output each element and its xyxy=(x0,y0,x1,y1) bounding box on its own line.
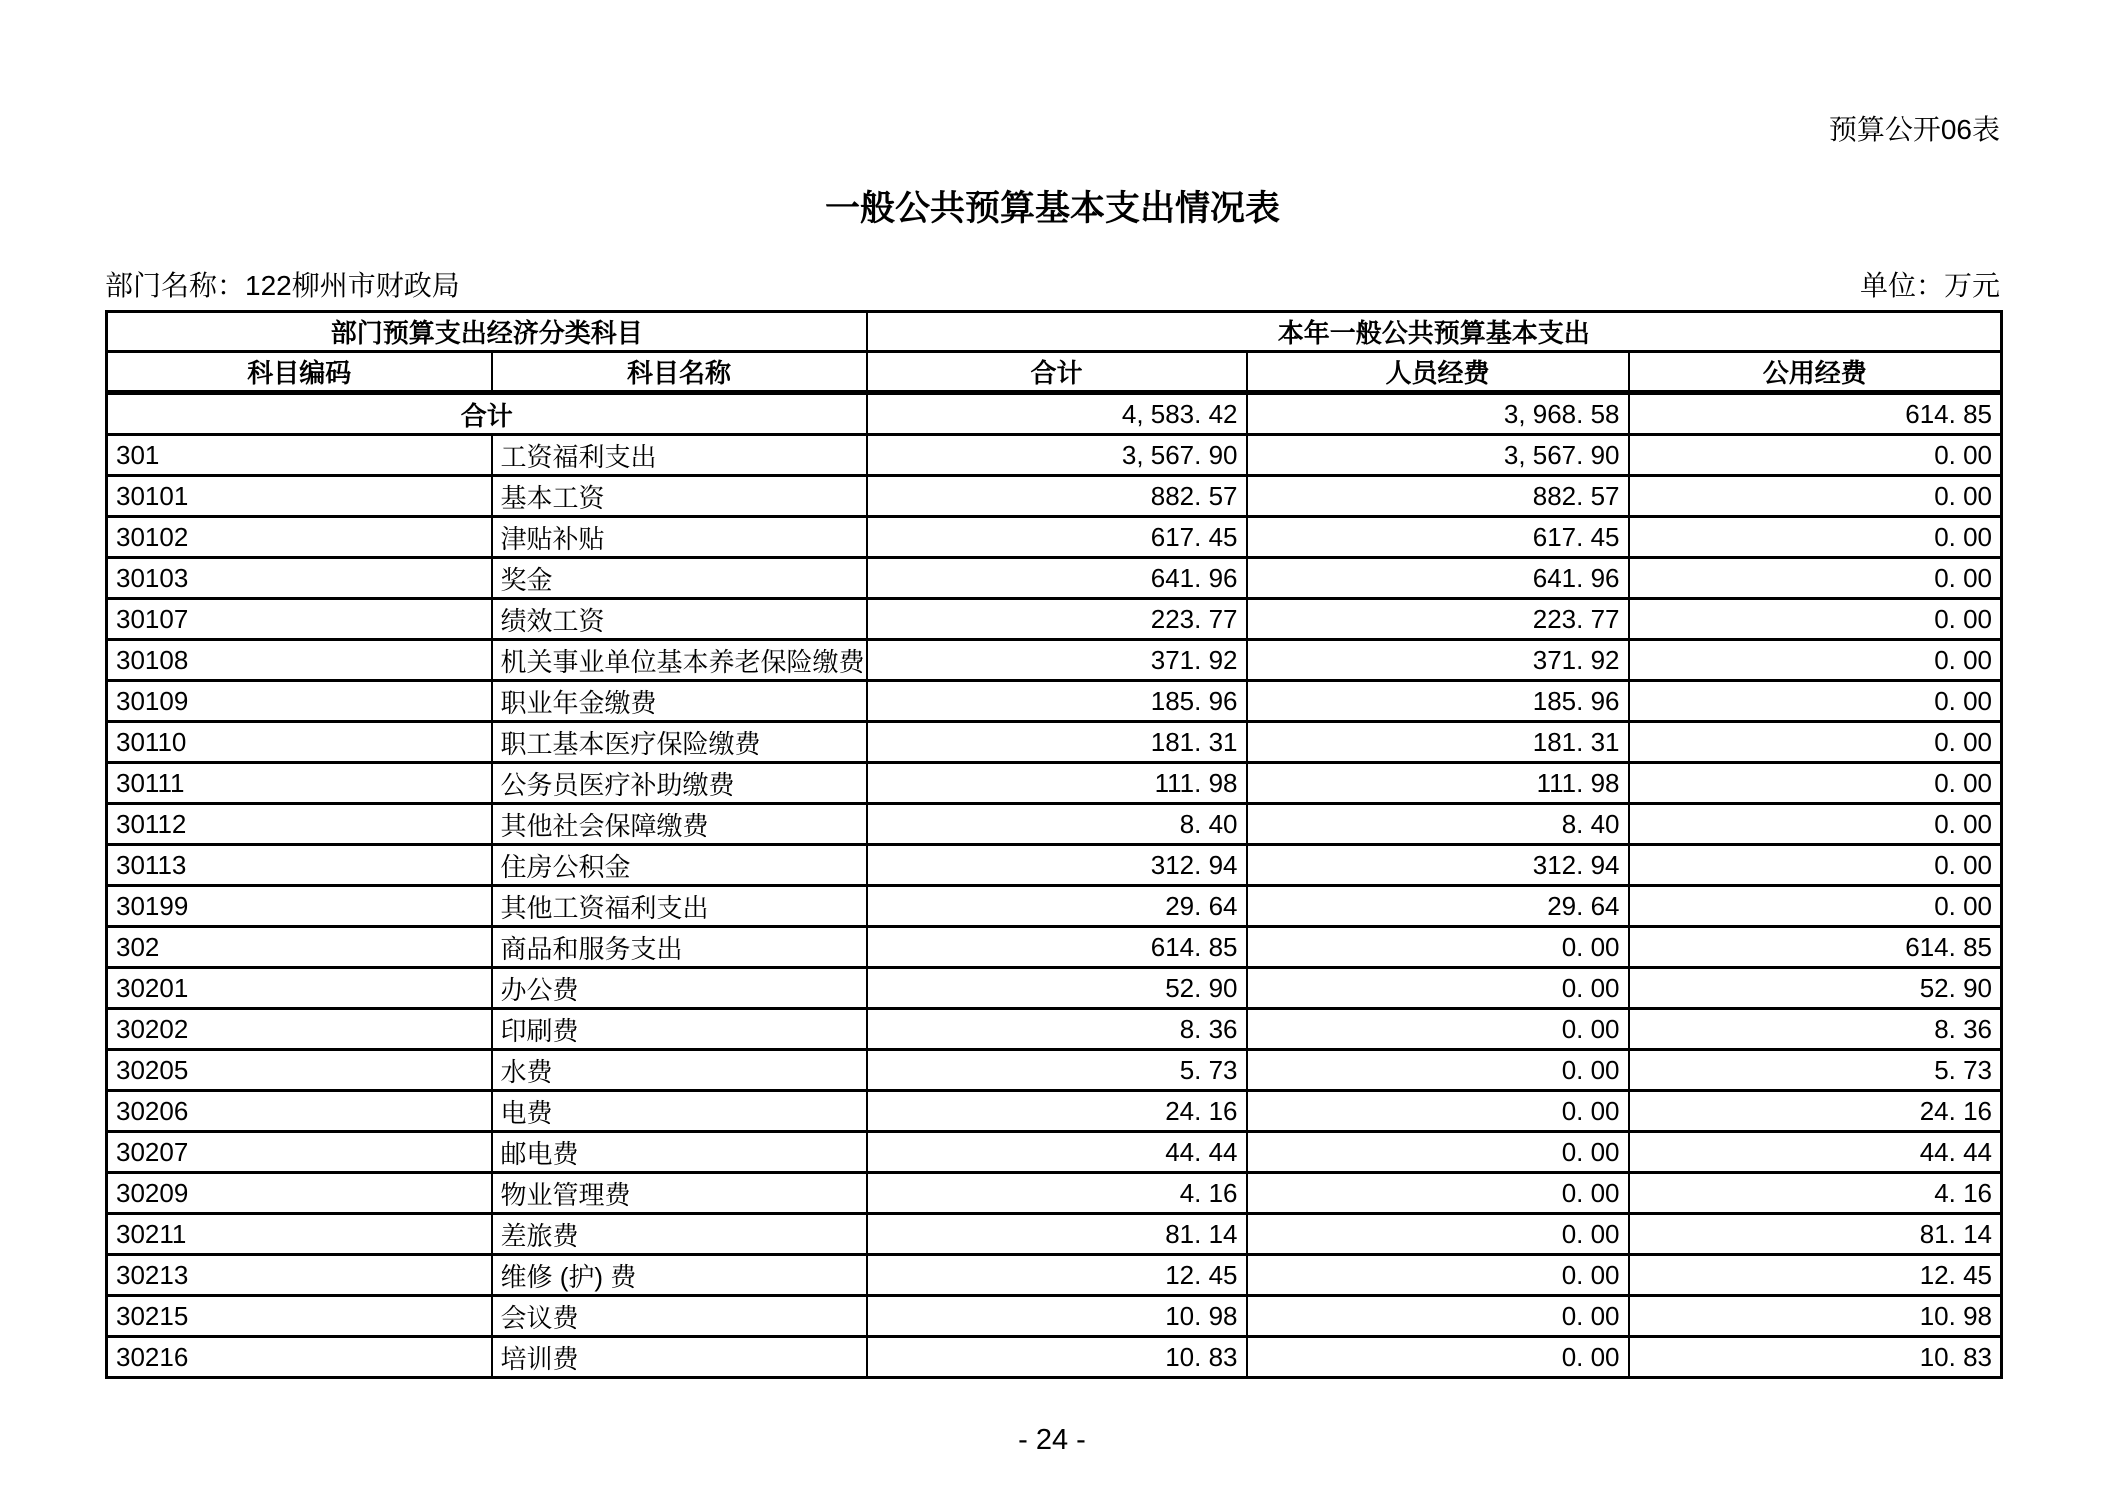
public-value-cell: 0. 00 xyxy=(1629,435,2002,476)
personnel-value-cell: 641. 96 xyxy=(1247,558,1629,599)
personnel-value-cell: 0. 00 xyxy=(1247,1337,1629,1378)
total-value-cell: 223. 77 xyxy=(867,599,1247,640)
table-row xyxy=(107,1214,2002,1255)
total-value-cell: 3, 567. 90 xyxy=(867,435,1247,476)
subject-code-cell: 30111 xyxy=(107,763,492,804)
table-row xyxy=(107,845,2002,886)
public-value-cell: 44. 44 xyxy=(1629,1132,2002,1173)
personnel-value-cell: 111. 98 xyxy=(1247,763,1629,804)
page-number: - 24 - xyxy=(1018,1424,1086,1456)
personnel-value-cell: 882. 57 xyxy=(1247,476,1629,517)
subject-code-cell: 30110 xyxy=(107,722,492,763)
subject-code-cell: 30216 xyxy=(107,1337,492,1378)
personnel-value-cell: 0. 00 xyxy=(1247,1132,1629,1173)
public-value-cell: 10. 83 xyxy=(1629,1337,2002,1378)
subject-code-cell: 30108 xyxy=(107,640,492,681)
public-value-cell: 5. 73 xyxy=(1629,1050,2002,1091)
header-economic-classification: 部门预算支出经济分类科目 xyxy=(107,312,867,352)
subject-code-cell: 30113 xyxy=(107,845,492,886)
public-value-cell: 12. 45 xyxy=(1629,1255,2002,1296)
table-row xyxy=(107,722,2002,763)
personnel-value-cell: 181. 31 xyxy=(1247,722,1629,763)
public-value-cell: 0. 00 xyxy=(1629,599,2002,640)
subject-name-cell: 绩效工资 xyxy=(492,599,867,640)
public-value-cell: 0. 00 xyxy=(1629,804,2002,845)
personnel-value-cell: 8. 40 xyxy=(1247,804,1629,845)
column-header-total: 合计 xyxy=(867,352,1247,393)
table-row xyxy=(107,804,2002,845)
subject-name-cell: 维修 (护) 费 xyxy=(492,1255,867,1296)
subject-code-cell: 30213 xyxy=(107,1255,492,1296)
table-row xyxy=(107,1255,2002,1296)
table-header-group-row xyxy=(107,312,2002,352)
table-row xyxy=(107,599,2002,640)
total-value-cell: 52. 90 xyxy=(867,968,1247,1009)
header-basic-expenditure-group: 本年一般公共预算基本支出 xyxy=(867,312,2002,352)
total-value-cell: 5. 73 xyxy=(867,1050,1247,1091)
personnel-value-cell: 0. 00 xyxy=(1247,968,1629,1009)
column-header-public-funds: 公用经费 xyxy=(1629,352,2002,393)
total-row-personnel-value: 3, 968. 58 xyxy=(1247,393,1629,435)
personnel-value-cell: 185. 96 xyxy=(1247,681,1629,722)
subject-name-cell: 电费 xyxy=(492,1091,867,1132)
subject-code-cell: 30209 xyxy=(107,1173,492,1214)
table-row xyxy=(107,886,2002,927)
table-row xyxy=(107,1050,2002,1091)
subject-code-cell: 30206 xyxy=(107,1091,492,1132)
subject-name-cell: 物业管理费 xyxy=(492,1173,867,1214)
public-value-cell: 24. 16 xyxy=(1629,1091,2002,1132)
personnel-value-cell: 223. 77 xyxy=(1247,599,1629,640)
subject-name-cell: 住房公积金 xyxy=(492,845,867,886)
table-row xyxy=(107,1296,2002,1337)
total-value-cell: 882. 57 xyxy=(867,476,1247,517)
personnel-value-cell: 0. 00 xyxy=(1247,927,1629,968)
public-value-cell: 8. 36 xyxy=(1629,1009,2002,1050)
table-row xyxy=(107,927,2002,968)
column-header-subject-name: 科目名称 xyxy=(492,352,867,393)
public-value-cell: 0. 00 xyxy=(1629,845,2002,886)
total-value-cell: 614. 85 xyxy=(867,927,1247,968)
subject-code-cell: 30199 xyxy=(107,886,492,927)
subject-name-cell: 水费 xyxy=(492,1050,867,1091)
total-value-cell: 29. 64 xyxy=(867,886,1247,927)
total-value-cell: 44. 44 xyxy=(867,1132,1247,1173)
table-row xyxy=(107,1337,2002,1378)
personnel-value-cell: 0. 00 xyxy=(1247,1255,1629,1296)
total-value-cell: 10. 98 xyxy=(867,1296,1247,1337)
subject-name-cell: 办公费 xyxy=(492,968,867,1009)
total-value-cell: 81. 14 xyxy=(867,1214,1247,1255)
public-value-cell: 0. 00 xyxy=(1629,517,2002,558)
total-value-cell: 181. 31 xyxy=(867,722,1247,763)
personnel-value-cell: 0. 00 xyxy=(1247,1050,1629,1091)
subject-name-cell: 工资福利支出 xyxy=(492,435,867,476)
subject-code-cell: 30103 xyxy=(107,558,492,599)
subject-name-cell: 公务员医疗补助缴费 xyxy=(492,763,867,804)
subject-code-cell: 30201 xyxy=(107,968,492,1009)
unit-label: 单位：万元 xyxy=(1859,270,2000,301)
public-value-cell: 0. 00 xyxy=(1629,558,2002,599)
personnel-value-cell: 0. 00 xyxy=(1247,1091,1629,1132)
table-row xyxy=(107,1091,2002,1132)
personnel-value-cell: 0. 00 xyxy=(1247,1296,1629,1337)
total-value-cell: 12. 45 xyxy=(867,1255,1247,1296)
subject-code-cell: 30107 xyxy=(107,599,492,640)
total-row-total-value: 4, 583. 42 xyxy=(867,393,1247,435)
table-row xyxy=(107,435,2002,476)
table-row xyxy=(107,640,2002,681)
personnel-value-cell: 0. 00 xyxy=(1247,1214,1629,1255)
column-header-subject-code: 科目编码 xyxy=(107,352,492,393)
total-value-cell: 8. 36 xyxy=(867,1009,1247,1050)
personnel-value-cell: 371. 92 xyxy=(1247,640,1629,681)
personnel-value-cell: 29. 64 xyxy=(1247,886,1629,927)
subject-name-cell: 职工基本医疗保险缴费 xyxy=(492,722,867,763)
subject-name-cell: 印刷费 xyxy=(492,1009,867,1050)
table-row xyxy=(107,1009,2002,1050)
personnel-value-cell: 3, 567. 90 xyxy=(1247,435,1629,476)
subject-name-cell: 其他工资福利支出 xyxy=(492,886,867,927)
table-row xyxy=(107,558,2002,599)
total-value-cell: 185. 96 xyxy=(867,681,1247,722)
subject-name-cell: 奖金 xyxy=(492,558,867,599)
public-value-cell: 52. 90 xyxy=(1629,968,2002,1009)
table-meta-row xyxy=(105,270,2000,302)
total-value-cell: 24. 16 xyxy=(867,1091,1247,1132)
subject-code-cell: 30211 xyxy=(107,1214,492,1255)
form-number-label: 预算公开06表 xyxy=(1828,114,2000,145)
public-value-cell: 614. 85 xyxy=(1629,927,2002,968)
total-row-label: 合计 xyxy=(107,393,867,435)
subject-code-cell: 30205 xyxy=(107,1050,492,1091)
total-value-cell: 641. 96 xyxy=(867,558,1247,599)
total-value-cell: 4. 16 xyxy=(867,1173,1247,1214)
personnel-value-cell: 312. 94 xyxy=(1247,845,1629,886)
total-value-cell: 617. 45 xyxy=(867,517,1247,558)
subject-name-cell: 商品和服务支出 xyxy=(492,927,867,968)
subject-code-cell: 302 xyxy=(107,927,492,968)
subject-code-cell: 30109 xyxy=(107,681,492,722)
total-row-public-value: 614. 85 xyxy=(1629,393,2002,435)
total-row xyxy=(107,393,2002,435)
table-row xyxy=(107,1132,2002,1173)
public-value-cell: 0. 00 xyxy=(1629,476,2002,517)
subject-code-cell: 30101 xyxy=(107,476,492,517)
public-value-cell: 0. 00 xyxy=(1629,640,2002,681)
table-row xyxy=(107,763,2002,804)
subject-code-cell: 301 xyxy=(107,435,492,476)
subject-name-cell: 机关事业单位基本养老保险缴费 xyxy=(492,640,867,681)
subject-name-cell: 差旅费 xyxy=(492,1214,867,1255)
table-header-columns-row xyxy=(107,352,2002,393)
public-value-cell: 0. 00 xyxy=(1629,763,2002,804)
document-page xyxy=(105,0,2000,1379)
public-value-cell: 81. 14 xyxy=(1629,1214,2002,1255)
subject-name-cell: 邮电费 xyxy=(492,1132,867,1173)
personnel-value-cell: 0. 00 xyxy=(1247,1009,1629,1050)
table-row xyxy=(107,1173,2002,1214)
subject-code-cell: 30112 xyxy=(107,804,492,845)
table-row xyxy=(107,517,2002,558)
table-body xyxy=(107,393,2002,1378)
public-value-cell: 10. 98 xyxy=(1629,1296,2002,1337)
total-value-cell: 111. 98 xyxy=(867,763,1247,804)
total-value-cell: 10. 83 xyxy=(867,1337,1247,1378)
public-value-cell: 0. 00 xyxy=(1629,886,2002,927)
subject-code-cell: 30102 xyxy=(107,517,492,558)
subject-code-cell: 30202 xyxy=(107,1009,492,1050)
column-header-personnel-funds: 人员经费 xyxy=(1247,352,1629,393)
subject-code-cell: 30215 xyxy=(107,1296,492,1337)
total-value-cell: 8. 40 xyxy=(867,804,1247,845)
subject-name-cell: 职业年金缴费 xyxy=(492,681,867,722)
subject-name-cell: 培训费 xyxy=(492,1337,867,1378)
subject-name-cell: 津贴补贴 xyxy=(492,517,867,558)
total-value-cell: 371. 92 xyxy=(867,640,1247,681)
table-row xyxy=(107,476,2002,517)
department-name-label: 部门名称：122柳州市财政局 xyxy=(105,270,460,301)
personnel-value-cell: 0. 00 xyxy=(1247,1173,1629,1214)
subject-name-cell: 会议费 xyxy=(492,1296,867,1337)
budget-table xyxy=(105,310,2003,1379)
subject-name-cell: 其他社会保障缴费 xyxy=(492,804,867,845)
public-value-cell: 0. 00 xyxy=(1629,722,2002,763)
table-row xyxy=(107,681,2002,722)
personnel-value-cell: 617. 45 xyxy=(1247,517,1629,558)
subject-code-cell: 30207 xyxy=(107,1132,492,1173)
table-row xyxy=(107,968,2002,1009)
subject-name-cell: 基本工资 xyxy=(492,476,867,517)
public-value-cell: 0. 00 xyxy=(1629,681,2002,722)
total-value-cell: 312. 94 xyxy=(867,845,1247,886)
public-value-cell: 4. 16 xyxy=(1629,1173,2002,1214)
page-title: 一般公共预算基本支出情况表 xyxy=(824,189,1280,228)
